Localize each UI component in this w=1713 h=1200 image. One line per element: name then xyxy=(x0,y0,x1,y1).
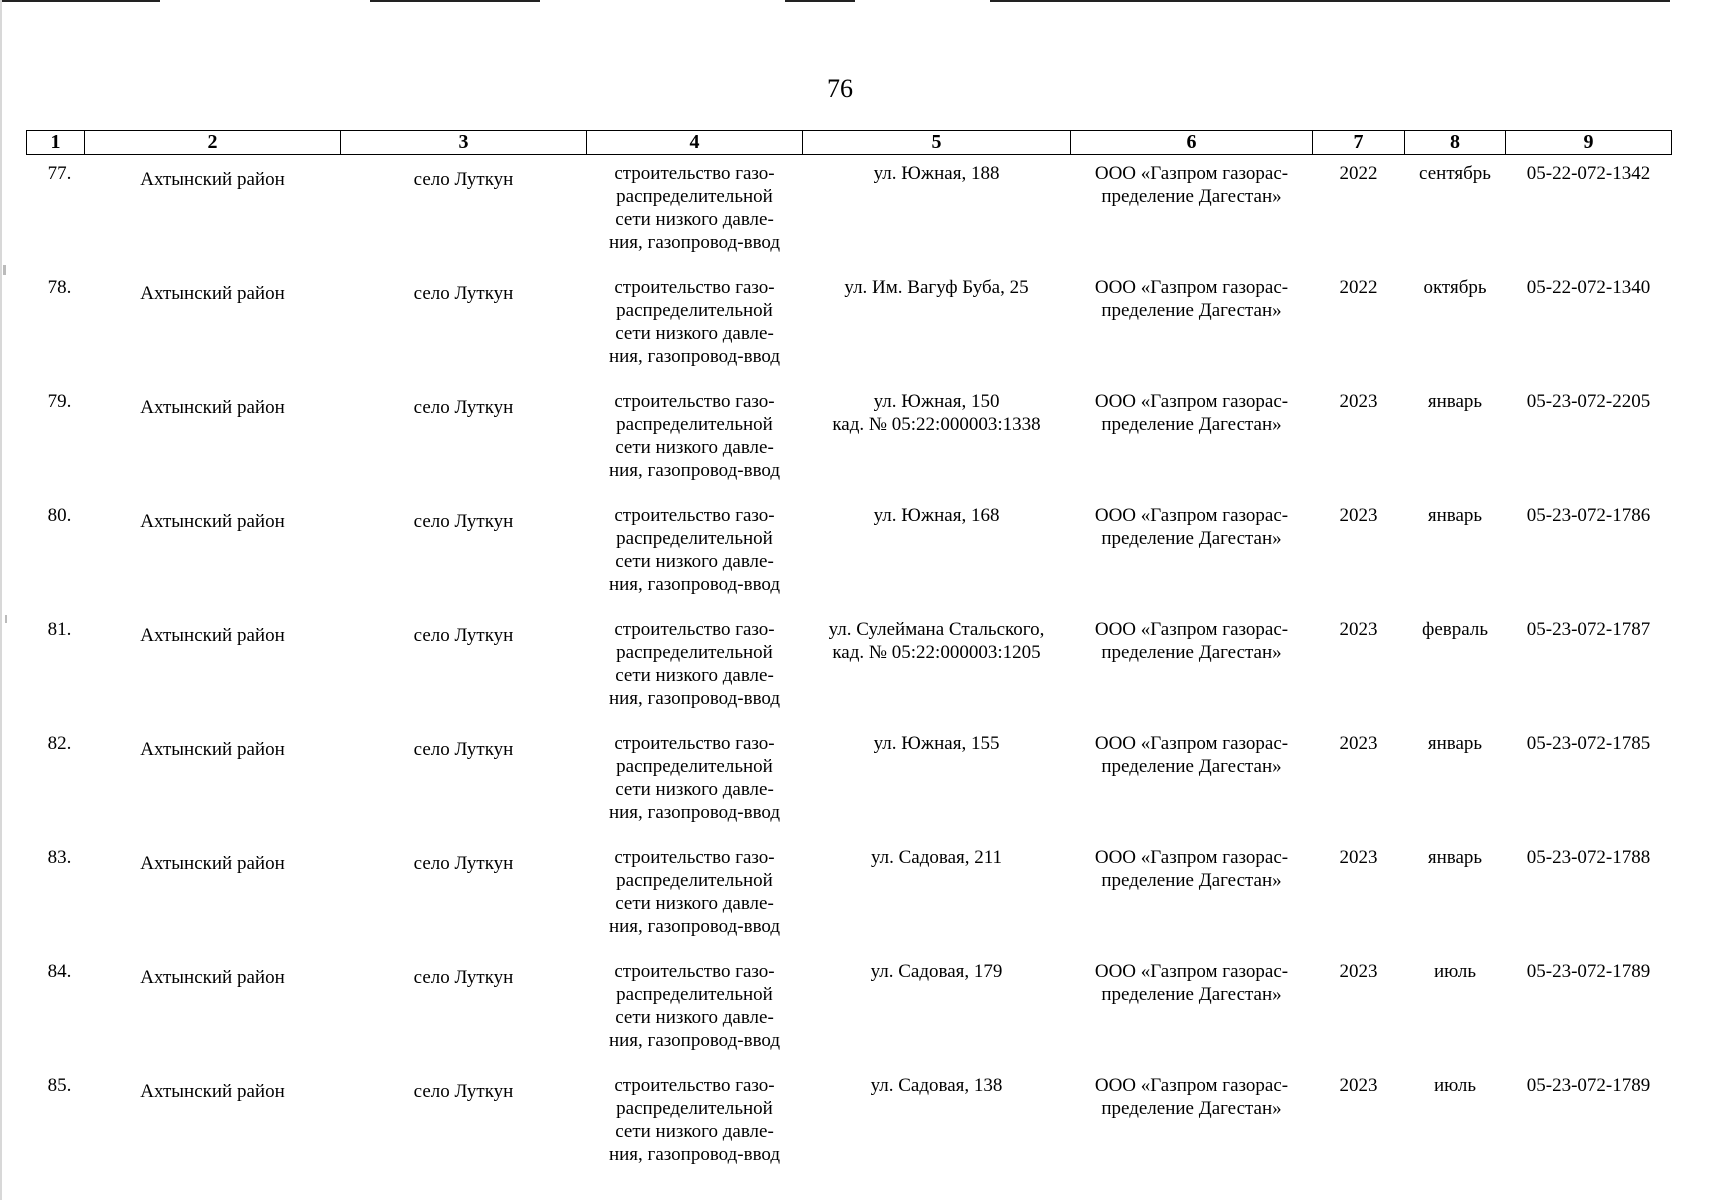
organization-cell: ООО «Газпром газорас- пределение Дагестан» xyxy=(1094,505,1289,549)
column-header: 5 xyxy=(803,131,1071,155)
row-number: 83. xyxy=(47,847,72,868)
organization-cell: ООО «Газпром газорас- пределение Дагестан» xyxy=(1094,733,1289,777)
address-cell: ул. Садовая, 211 xyxy=(870,847,1003,868)
year-cell: 2023 xyxy=(1339,847,1378,868)
district-cell: Ахтынский район xyxy=(140,739,285,760)
registry-code-cell: 05-23-072-1787 xyxy=(1526,619,1651,640)
district-cell: Ахтынский район xyxy=(140,169,285,190)
table-row xyxy=(27,155,1672,270)
locality-cell: село Луткун xyxy=(413,169,514,190)
organization-cell: ООО «Газпром газорас- пределение Дагестан» xyxy=(1094,163,1289,207)
month-cell: июль xyxy=(1433,1075,1477,1096)
scan-edge-mark xyxy=(785,0,855,2)
table-row xyxy=(27,269,1672,383)
scan-left-edge xyxy=(0,0,2,1200)
work-type-cell: строительство газо- распределительной сети низкого давле- ния, газопровод-ввод xyxy=(608,1075,781,1165)
address-cell: ул. Садовая, 179 xyxy=(870,961,1003,982)
work-type-cell: строительство газо- распределительной сети низкого давле- ния, газопровод-ввод xyxy=(608,619,781,709)
table-row xyxy=(27,953,1672,1067)
table-row xyxy=(27,1067,1672,1181)
row-number: 81. xyxy=(47,619,72,640)
work-type-cell: строительство газо- распределительной сети низкого давле- ния, газопровод-ввод xyxy=(608,277,781,367)
month-cell: февраль xyxy=(1422,619,1488,640)
address-cell: ул. Южная, 168 xyxy=(873,505,1000,526)
organization-cell: ООО «Газпром газорас- пределение Дагестан» xyxy=(1094,1075,1289,1119)
row-number: 79. xyxy=(47,391,72,412)
district-cell: Ахтынский район xyxy=(140,283,285,304)
table-body xyxy=(27,155,1672,1182)
column-header: 1 xyxy=(27,131,85,155)
work-type-cell: строительство газо- распределительной сети низкого давле- ния, газопровод-ввод xyxy=(608,961,781,1051)
year-cell: 2023 xyxy=(1339,1075,1378,1096)
address-cell: ул. Садовая, 138 xyxy=(870,1075,1003,1096)
year-cell: 2023 xyxy=(1339,961,1378,982)
year-cell: 2023 xyxy=(1339,391,1378,412)
organization-cell: ООО «Газпром газорас- пределение Дагестан» xyxy=(1094,619,1289,663)
district-cell: Ахтынский район xyxy=(140,625,285,646)
month-cell: январь xyxy=(1427,847,1483,868)
district-cell: Ахтынский район xyxy=(140,853,285,874)
address-cell: ул. Южная, 188 xyxy=(873,163,1000,184)
page-number: 76 xyxy=(827,74,853,103)
row-number: 80. xyxy=(47,505,72,526)
year-cell: 2023 xyxy=(1339,733,1378,754)
registry-code-cell: 05-23-072-2205 xyxy=(1526,391,1651,412)
month-cell: январь xyxy=(1427,505,1483,526)
registry-code-cell: 05-23-072-1786 xyxy=(1526,505,1651,526)
organization-cell: ООО «Газпром газорас- пределение Дагестан» xyxy=(1094,847,1289,891)
column-header: 4 xyxy=(587,131,803,155)
organization-cell: ООО «Газпром газорас- пределение Дагестан» xyxy=(1094,277,1289,321)
month-cell: октябрь xyxy=(1423,277,1487,298)
month-cell: январь xyxy=(1427,391,1483,412)
address-cell: ул. Южная, 150 кад. № 05:22:000003:1338 xyxy=(832,391,1041,435)
locality-cell: село Луткун xyxy=(413,511,514,532)
scan-edge-mark xyxy=(0,0,160,2)
header-row xyxy=(27,131,1672,155)
row-number: 78. xyxy=(47,277,72,298)
locality-cell: село Луткун xyxy=(413,967,514,988)
district-cell: Ахтынский район xyxy=(140,967,285,988)
registry-code-cell: 05-23-072-1785 xyxy=(1526,733,1651,754)
address-cell: ул. Южная, 155 xyxy=(873,733,1000,754)
month-cell: январь xyxy=(1427,733,1483,754)
row-number: 84. xyxy=(47,961,72,982)
registry-code-cell: 05-22-072-1342 xyxy=(1526,163,1651,184)
district-cell: Ахтынский район xyxy=(140,511,285,532)
registry-code-cell: 05-23-072-1789 xyxy=(1526,1075,1651,1096)
address-cell: ул. Им. Вагуф Буба, 25 xyxy=(844,277,1029,298)
table-row xyxy=(27,839,1672,953)
row-number: 77. xyxy=(47,163,72,184)
address-cell: ул. Сулеймана Стальского, кад. № 05:22:000003:1205 xyxy=(828,619,1045,663)
scan-edge-mark xyxy=(990,0,1670,2)
scan-smudge xyxy=(3,265,6,275)
column-header: 9 xyxy=(1506,131,1672,155)
column-header: 6 xyxy=(1071,131,1313,155)
column-header: 7 xyxy=(1313,131,1405,155)
scan-smudge xyxy=(5,615,7,623)
work-type-cell: строительство газо- распределительной сети низкого давле- ния, газопровод-ввод xyxy=(608,391,781,481)
year-cell: 2023 xyxy=(1339,619,1378,640)
table-row xyxy=(27,725,1672,839)
month-cell: июль xyxy=(1433,961,1477,982)
row-number: 82. xyxy=(47,733,72,754)
month-cell: сентябрь xyxy=(1419,163,1491,184)
organization-cell: ООО «Газпром газорас- пределение Дагестан» xyxy=(1094,961,1289,1005)
registry-table xyxy=(26,130,1672,1181)
organization-cell: ООО «Газпром газорас- пределение Дагестан» xyxy=(1094,391,1289,435)
column-header: 2 xyxy=(85,131,341,155)
year-cell: 2023 xyxy=(1339,505,1378,526)
work-type-cell: строительство газо- распределительной сети низкого давле- ния, газопровод-ввод xyxy=(608,847,781,937)
year-cell: 2022 xyxy=(1339,163,1378,184)
work-type-cell: строительство газо- распределительной сети низкого давле- ния, газопровод-ввод xyxy=(608,505,781,595)
scan-edge-mark xyxy=(370,0,540,2)
locality-cell: село Луткун xyxy=(413,739,514,760)
locality-cell: село Луткун xyxy=(413,1081,514,1102)
table-row xyxy=(27,611,1672,725)
work-type-cell: строительство газо- распределительной сети низкого давле- ния, газопровод-ввод xyxy=(608,733,781,823)
year-cell: 2022 xyxy=(1339,277,1378,298)
locality-cell: село Луткун xyxy=(413,853,514,874)
registry-code-cell: 05-22-072-1340 xyxy=(1526,277,1651,298)
column-header: 3 xyxy=(341,131,587,155)
row-number: 85. xyxy=(47,1075,72,1096)
locality-cell: село Луткун xyxy=(413,397,514,418)
district-cell: Ахтынский район xyxy=(140,397,285,418)
district-cell: Ахтынский район xyxy=(140,1081,285,1102)
column-header: 8 xyxy=(1405,131,1506,155)
registry-code-cell: 05-23-072-1789 xyxy=(1526,961,1651,982)
table-row xyxy=(27,383,1672,497)
work-type-cell: строительство газо- распределительной сети низкого давле- ния, газопровод-ввод xyxy=(608,163,781,253)
registry-code-cell: 05-23-072-1788 xyxy=(1526,847,1651,868)
locality-cell: село Луткун xyxy=(413,283,514,304)
locality-cell: село Луткун xyxy=(413,625,514,646)
table-row xyxy=(27,497,1672,611)
